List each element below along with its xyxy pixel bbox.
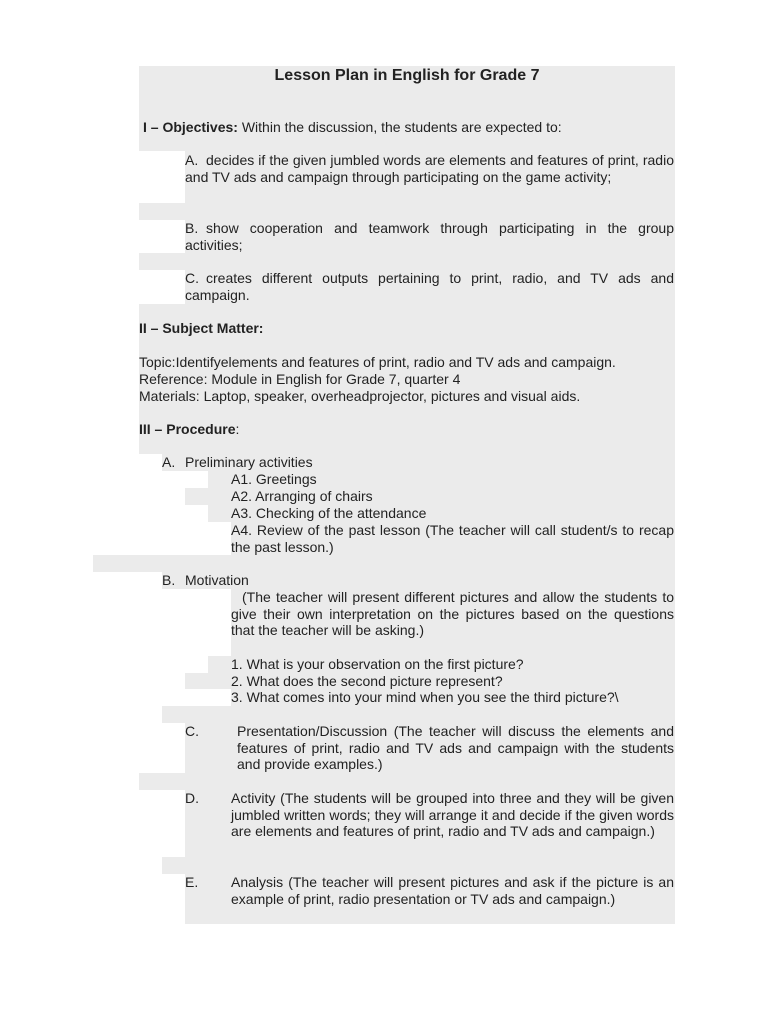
objective-a-letter: A.: [185, 152, 199, 168]
reference-line: Reference: Module in English for Grade 7, quarter 4: [139, 371, 461, 387]
page-title: Lesson Plan in English for Grade 7: [274, 67, 540, 84]
highlight: [93, 555, 675, 572]
objective-c-letter: C.: [185, 270, 199, 286]
objective-b-text: show cooperation and teamwork through participating in the group activities;: [185, 220, 674, 253]
objectives-line: [143, 119, 562, 136]
procedure-d-letter: D.: [185, 790, 199, 806]
procedure-a-label: Preliminary activities: [185, 454, 313, 470]
objective-b-letter: B.: [185, 220, 199, 236]
highlight: [139, 203, 675, 220]
subject-matter-heading: [139, 320, 263, 337]
procedure-heading: [139, 421, 239, 438]
procedure-b-label: Motivation: [185, 572, 249, 588]
objectives-intro: Within the discussion, the students are expected to:: [241, 119, 562, 135]
highlight: [139, 253, 675, 270]
procedure-b-letter: B.: [162, 572, 176, 588]
highlight: [162, 706, 675, 723]
question-item: 3. What comes into your mind when you see the third picture?\: [231, 689, 619, 705]
list-item: A1. Greetings: [231, 471, 317, 487]
topic-line: Topic:Identifyelements and features of print, radio and TV ads and campaign.: [139, 354, 616, 370]
subject-matter-heading-text: II – Subject Matter:: [139, 320, 264, 336]
question-item: 2. What does the second picture represent?: [231, 673, 503, 689]
objective-c-text: creates different outputs pertaining to print, radio, and TV ads and campaign.: [185, 270, 674, 303]
list-item: A2. Arranging of chairs: [231, 488, 373, 504]
procedure-heading-text: III – Procedure: [139, 421, 236, 437]
materials-line: Materials: Laptop, speaker, overheadprojector, pictures and visual aids.: [139, 388, 581, 404]
procedure-e-letter: E.: [185, 874, 199, 890]
procedure-a-letter: A.: [162, 454, 176, 470]
list-item: A4. Review of the past lesson (The teacher will call student/s to recap the past lesson.): [231, 522, 674, 555]
highlight: [231, 639, 675, 656]
procedure-d-text: Activity (The students will be grouped into three and they will be given jumbled written words; they will arrange it and decide if the given words are elements and features of print, radio and TV ads and campaign.): [231, 790, 674, 840]
procedure-c-text: Presentation/Discussion (The teacher will discuss the elements and features of print, radio and TV ads and campaign with the students and provide examples.): [237, 723, 674, 773]
procedure-heading-colon: :: [235, 421, 240, 437]
procedure-c-letter: C.: [185, 723, 199, 739]
list-item: A3. Checking of the attendance: [231, 505, 427, 521]
motivation-text: (The teacher will present different pictures and allow the students to give their own interpretation on the pictures based on the questions that the teacher will be asking.): [231, 589, 674, 639]
procedure-e-text: Analysis (The teacher will present pictures and ask if the picture is an example of print, radio presentation or TV ads and campaign.): [231, 874, 674, 907]
question-item: 1. What is your observation on the first picture?: [231, 656, 524, 672]
highlight: [162, 857, 675, 874]
highlight: [139, 773, 675, 790]
objectives-heading: I – Objectives:: [143, 119, 238, 135]
objective-a-text: decides if the given jumbled words are elements and features of print, radio and TV ads and campaign through participating on the game activity;: [185, 152, 674, 185]
